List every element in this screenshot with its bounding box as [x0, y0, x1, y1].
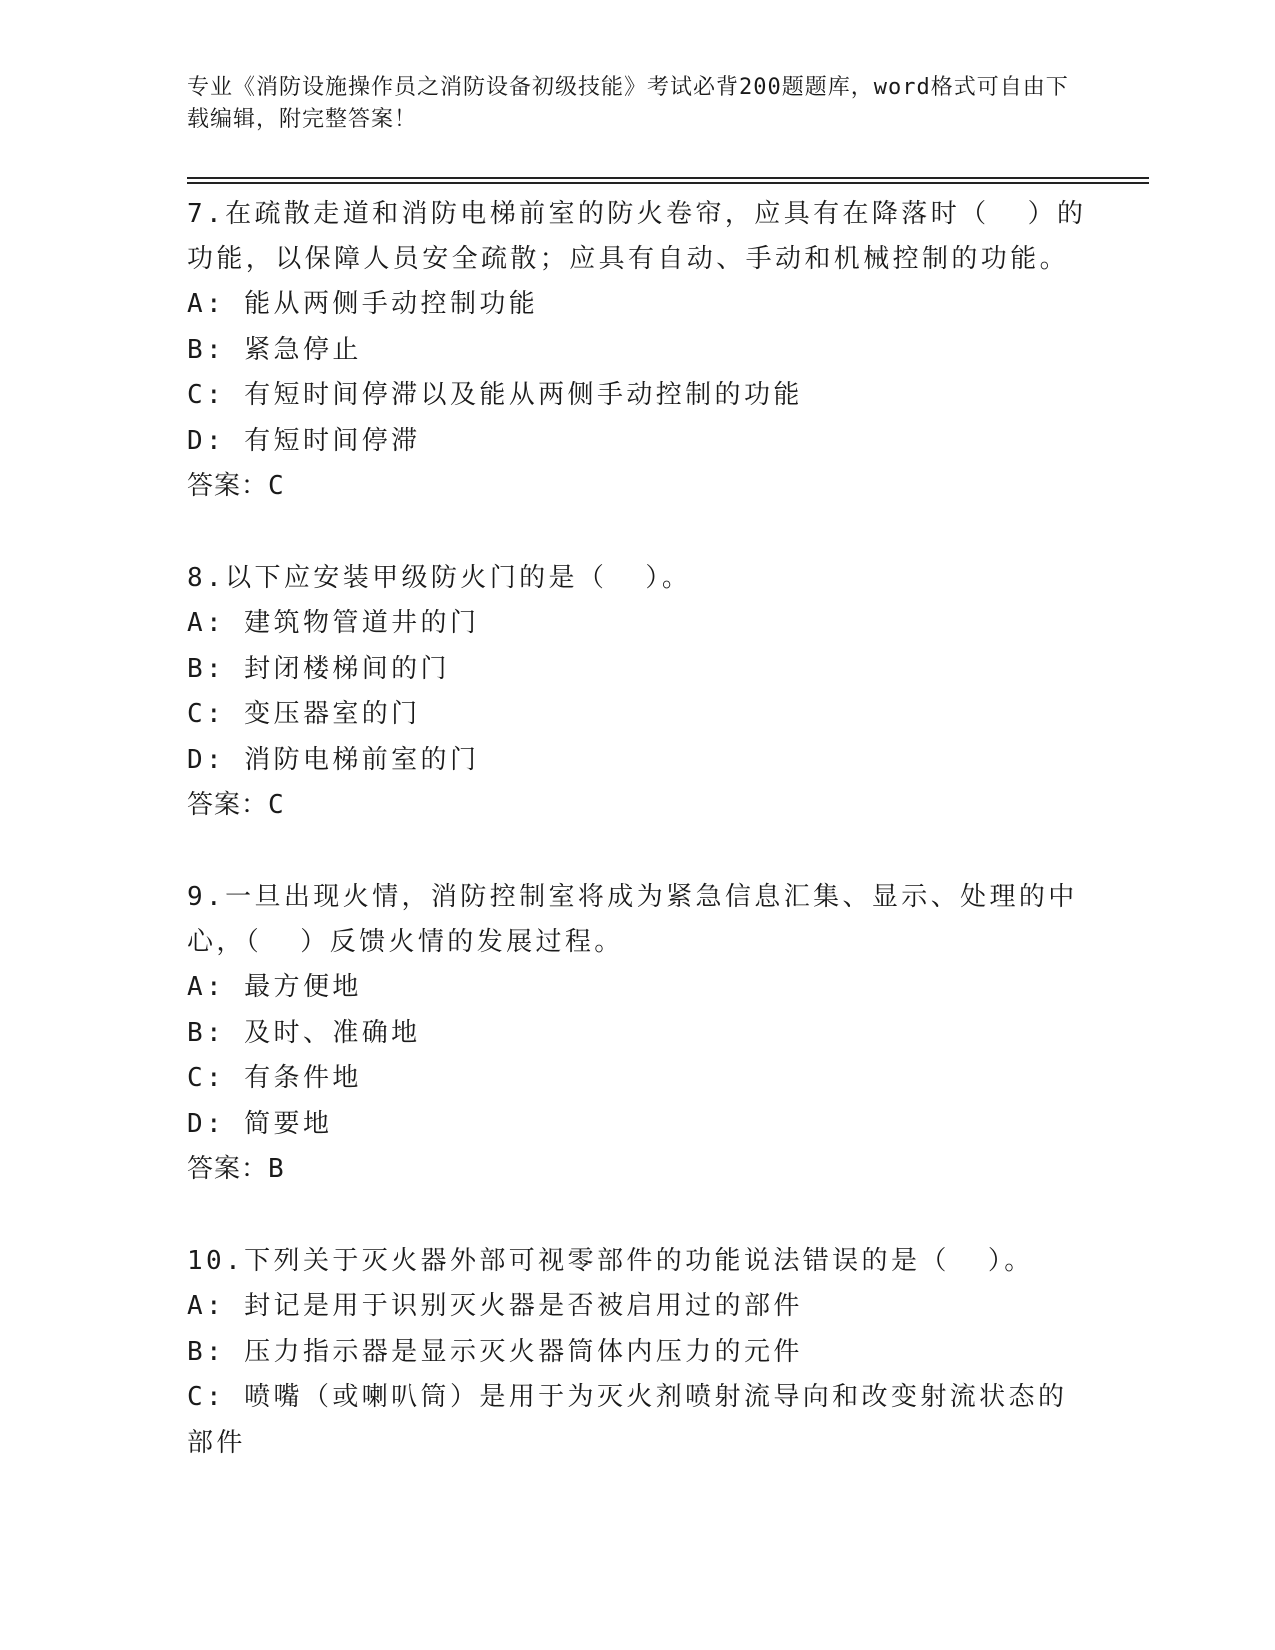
header-divider-top — [187, 177, 1149, 179]
option-a: A: 能从两侧手动控制功能 — [187, 289, 539, 319]
option-b: B: 及时、准确地 — [187, 1017, 421, 1048]
question-7 — [187, 192, 1087, 509]
option-b: B: 压力指示器是显示灭火器筒体内压力的元件 — [187, 1336, 803, 1367]
question-8 — [187, 556, 1087, 828]
question-text: 9.一旦出现火情，消防控制室将成为紧急信息汇集、显示、处理的中心，（ ）反馈火情的发展过程。 — [187, 882, 1078, 957]
question-text: 10.下列关于灭火器外部可视零部件的功能说法错误的是（ ）。 — [187, 1246, 1034, 1276]
answer: 答案：B — [187, 1154, 285, 1184]
option-b: B: 紧急停止 — [187, 334, 362, 365]
question-text: 8.以下应安装甲级防火门的是（ ）。 — [187, 563, 692, 593]
option-a: A: 最方便地 — [187, 972, 362, 1002]
option-b: B: 封闭楼梯间的门 — [187, 653, 450, 684]
question-list — [187, 192, 1087, 1513]
question-10 — [187, 1239, 1087, 1466]
option-c: C: 有短时间停滞以及能从两侧手动控制的功能 — [187, 380, 803, 410]
answer: 答案：C — [187, 471, 285, 501]
header-divider-bottom — [187, 182, 1149, 184]
option-d: D: 有短时间停滞 — [187, 425, 421, 456]
option-c: C: 有条件地 — [187, 1063, 362, 1093]
option-a: A: 建筑物管道井的门 — [187, 608, 480, 638]
document-header: 专业《消防设施操作员之消防设备初级技能》考试必背200题题库，word格式可自由下载编辑，附完整答案！ — [187, 75, 1069, 132]
question-text: 7.在疏散走道和消防电梯前室的防火卷帘，应具有在降落时（ ）的功能，以保障人员安全疏散；应具有自动、手动和机械控制的功能。 — [187, 199, 1087, 274]
option-d: D: 消防电梯前室的门 — [187, 744, 480, 775]
question-9 — [187, 875, 1087, 1192]
option-c: C: 喷嘴（或喇叭筒）是用于为灭火剂喷射流导向和改变射流状态的部件 — [187, 1382, 1068, 1458]
option-d: D: 简要地 — [187, 1108, 333, 1139]
option-c: C: 变压器室的门 — [187, 699, 421, 729]
option-a: A: 封记是用于识别灭火器是否被启用过的部件 — [187, 1291, 803, 1321]
answer: 答案：C — [187, 790, 285, 820]
